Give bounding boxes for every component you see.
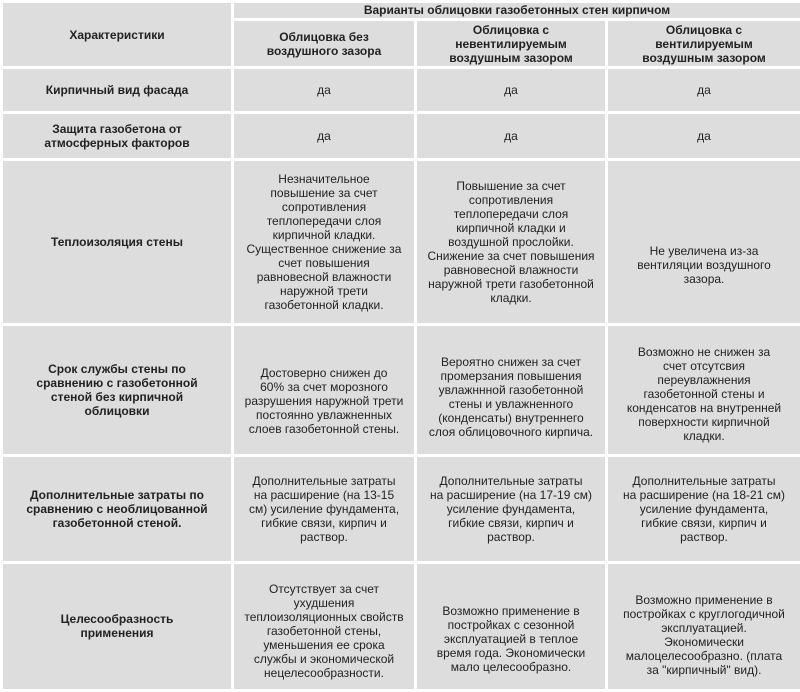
table-cell: да bbox=[417, 69, 605, 111]
table-cell: Вероятно снижен за счет промерзания повышения увлажннной газобетонной стены и увлажненного (конденсаты) внутреннего слоя облицовочного кирпича. bbox=[417, 326, 605, 453]
table-row bbox=[3, 114, 800, 158]
row-label-extra-costs: Дополнительные затраты по сравнению с необлицованной газобетонной стеной. bbox=[3, 457, 231, 561]
table-cell: Дополнительные затраты на расширение (на 17-19 см) усиление фундамента, гибкие связи, кирпич и раствор. bbox=[417, 457, 605, 561]
table-row bbox=[3, 161, 800, 324]
table-cell: Не увеличена из-за вентиляции воздушного зазора. bbox=[608, 161, 800, 324]
table-cell: Незначительное повышение за счет сопротивления теплопередачи слоя кирпичной кладки. Существенное снижение за счет повышения равновесной влажности наружной трети газобетонной кладки. bbox=[234, 161, 414, 324]
row-label-weather-protection: Защита газобетона от атмосферных факторов bbox=[3, 114, 231, 158]
table-cell: Возможно применение в постройках с круглогодичной эксплуатацией. Экономически малоцелесообразно. (плата за "кирпичный" вид). bbox=[608, 564, 800, 689]
table-cell: Дополнительные затраты на расширение (на 18-21 см) усиление фундамента, гибкие связи, кирпич и раствор. bbox=[608, 457, 800, 561]
table-cell: Отсутствует за счет ухудшения теплоизоляционных свойств газобетонной стены, уменьшения ее срока службы и экономической нецелесообразности. bbox=[234, 564, 414, 689]
table-cell: да bbox=[234, 114, 414, 158]
row-label-expediency: Целесообразность применения bbox=[3, 564, 231, 689]
table-row bbox=[3, 326, 800, 453]
table-cell: да bbox=[608, 114, 800, 158]
table-cell: Возможно не снижен за счет отсутсвия переувлажнения газобетонной стены и конденсатов на внутренней поверхности кирпичной кладки. bbox=[608, 326, 800, 453]
table-row bbox=[3, 457, 800, 561]
table-cell: да bbox=[417, 114, 605, 158]
table-cell: да bbox=[234, 69, 414, 111]
table-cell: да bbox=[608, 69, 800, 111]
header-no-gap: Облицовка без воздушного зазора bbox=[234, 21, 414, 67]
table-cell: Достоверно снижен до 60% за счет морозного разрушения наружной трети постоянно увлажненных слоев газобетонной стены. bbox=[234, 326, 414, 453]
table-cell: Повышение за счет сопротивления теплопередачи слоя кирпичной кладки и воздушной прослойки. Снижение за счет повышения равновесной влажности наружной трети газобетонной кладки. bbox=[417, 161, 605, 324]
table-cell: Возможно применение в постройках с сезонной эксплуатацией в теплое время года. Экономически мало целесообразно. bbox=[417, 564, 605, 689]
header-ventilated-gap: Облицовка с вентилируемым воздушным зазором bbox=[608, 21, 800, 67]
row-label-service-life: Срок службы стены по сравнению с газобетонной стеной без кирпичной облицовки bbox=[3, 326, 231, 453]
table-row bbox=[3, 69, 800, 111]
header-row-1 bbox=[3, 3, 800, 18]
header-unventilated-gap: Облицовка с невентилируемым воздушным зазором bbox=[417, 21, 605, 67]
header-variants-group: Варианты облицовки газобетонных стен кирпичом bbox=[234, 3, 800, 18]
table-row bbox=[3, 564, 800, 689]
table-cell: Дополнительные затраты на расширение (на 13-15 см) усиление фундамента, гибкие связи, кирпич и раствор. bbox=[234, 457, 414, 561]
header-characteristics: Характеристики bbox=[3, 3, 231, 66]
row-label-brick-facade: Кирпичный вид фасада bbox=[3, 69, 231, 111]
row-label-thermal-insulation: Теплоизоляция стены bbox=[3, 161, 231, 324]
